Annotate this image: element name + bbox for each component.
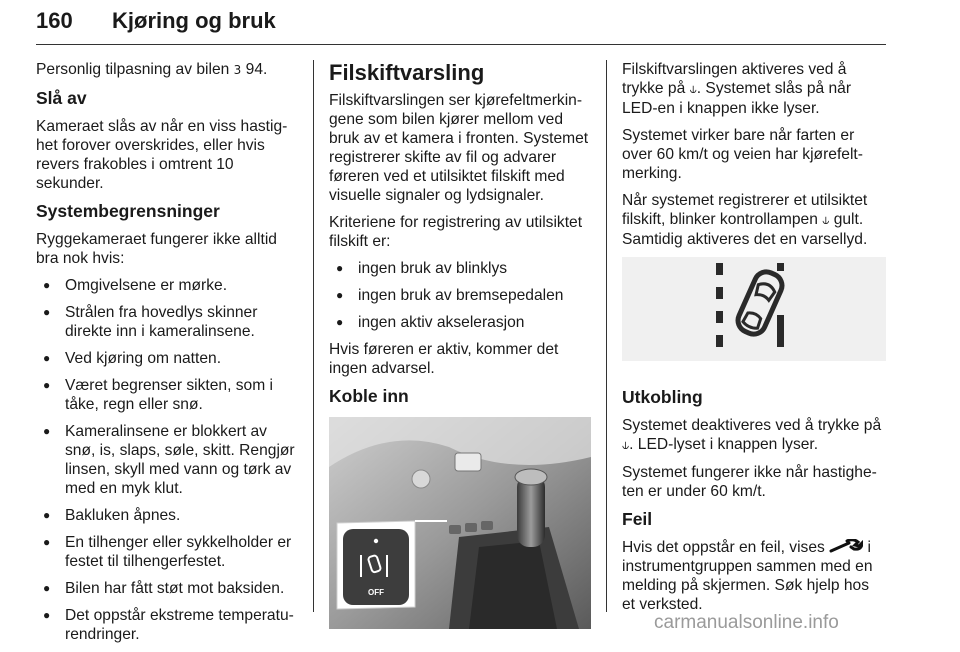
page-number: 160 xyxy=(36,8,73,33)
criteria-intro: Kriteriene for registrering av utilsiktet filskift er: xyxy=(329,214,583,250)
header-rule xyxy=(36,44,886,45)
limitations-list xyxy=(36,276,298,644)
intro-paragraph: Personlig tilpasning av bilen 3 94. xyxy=(36,61,268,78)
watermark: carmanualsonline.info xyxy=(654,612,839,633)
list-item: ● Bilen har fått støt mot baksiden. xyxy=(36,579,298,598)
list-item: ● Strålen fra hovedlys skinner direkte inn i kameralinsene. xyxy=(36,303,298,341)
lane-departure-icon: ⫝ xyxy=(689,82,697,96)
console-photo xyxy=(329,417,591,629)
column-divider xyxy=(606,60,607,612)
list-item: ● Været begrenser sikten, som i tåke, regn eller snø. xyxy=(36,376,298,414)
list-item: ● ingen aktiv akselerasjon xyxy=(329,313,591,332)
list-item: ● Omgivelsene er mørke. xyxy=(36,276,298,295)
list-item: ● Kameralinsene er blokkert av snø, is, slaps, søle, skitt. Rengjør linsen, skyll med vann og tørk av med en myk klut. xyxy=(36,422,298,498)
speed-limit-text: Systemet fungerer ikke når hastigheten er under 60 km/t. xyxy=(622,464,877,500)
heading-fault: Feil xyxy=(622,509,653,529)
list-item: ● ingen bruk av blinklys xyxy=(329,259,591,278)
page-reference-link[interactable]: 94. xyxy=(245,61,268,78)
off-label: OFF xyxy=(368,588,384,597)
list-item: ● Bakluken åpnes. xyxy=(36,506,298,525)
lane-departure-icon: ⫝ xyxy=(622,438,630,452)
switch-off-text: Kameraet slås av når en viss hastighet forover overskrides, eller hvis revers frakobles i omtrent 10 sekunder. xyxy=(36,118,288,192)
list-item: ● Ved kjøring om natten. xyxy=(36,349,298,368)
console-illustration xyxy=(329,417,591,629)
heading-limitations: Systembegrensninger xyxy=(36,201,220,221)
column-left xyxy=(36,60,298,652)
column-divider xyxy=(313,60,314,612)
column-right xyxy=(622,60,886,622)
chapter-title: Kjøring og bruk xyxy=(112,8,276,33)
activation-text: Filskiftvarslingen aktiveres ved å trykke på ⫝. Systemet slås på når LED-en i knappen ikke lyser. xyxy=(622,61,852,117)
heading-switch-off: Slå av xyxy=(36,88,87,108)
ref-arrow-icon: 3 xyxy=(233,63,242,77)
criteria-list xyxy=(329,259,591,332)
lane-intro-text: Filskiftvarslingen ser kjørefeltmerkingene som bilen kjører mellom ved bruk av et kamera i fronten. Systemet registrerer skifte av fil og advarer føreren ved et utilsiktet filskift med visuelle signaler og lydsignaler. xyxy=(329,92,589,204)
column-middle xyxy=(329,60,591,629)
heading-deactivation: Utkobling xyxy=(622,387,703,407)
list-item: ● En tilhenger eller sykkelholder er festet til tilhengerfestet. xyxy=(36,533,298,571)
limitations-intro: Ryggekameraet fungerer ikke alltid bra nok hvis: xyxy=(36,231,277,267)
active-driver-text: Hvis føreren er aktiv, kommer det ingen advarsel. xyxy=(329,341,559,377)
section-title: Filskiftvarsling xyxy=(329,60,485,85)
warning-lamp-icon: ⫝ xyxy=(822,213,830,227)
fault-text: Hvis det oppstår en feil, vises i instrumentgruppen sammen med en melding på skjermen. Søk hjelp hos et verksted. xyxy=(622,539,873,613)
wrench-icon xyxy=(829,539,863,553)
lane-departure-figure xyxy=(622,257,886,361)
speed-condition-text: Systemet virker bare når farten er over 60 km/t og veien har kjørefeltmerking. xyxy=(622,127,863,182)
lane-departure-icon xyxy=(622,257,886,361)
detection-text: Når systemet registrerer et utilsiktet filskift, blinker kontrollampen ⫝ gult. Samtidig aktiveres det en varsellyd. xyxy=(622,192,868,248)
list-item: ● Det oppstår ekstreme temperaturendringer. xyxy=(36,606,298,644)
page-header xyxy=(36,6,886,46)
list-item: ● ingen bruk av bremsepedalen xyxy=(329,286,591,305)
heading-switch-on: Koble inn xyxy=(329,386,409,406)
deactivation-text: Systemet deaktiveres ved å trykke på ⫝. LED-lyset i knappen lyser. xyxy=(622,417,882,453)
